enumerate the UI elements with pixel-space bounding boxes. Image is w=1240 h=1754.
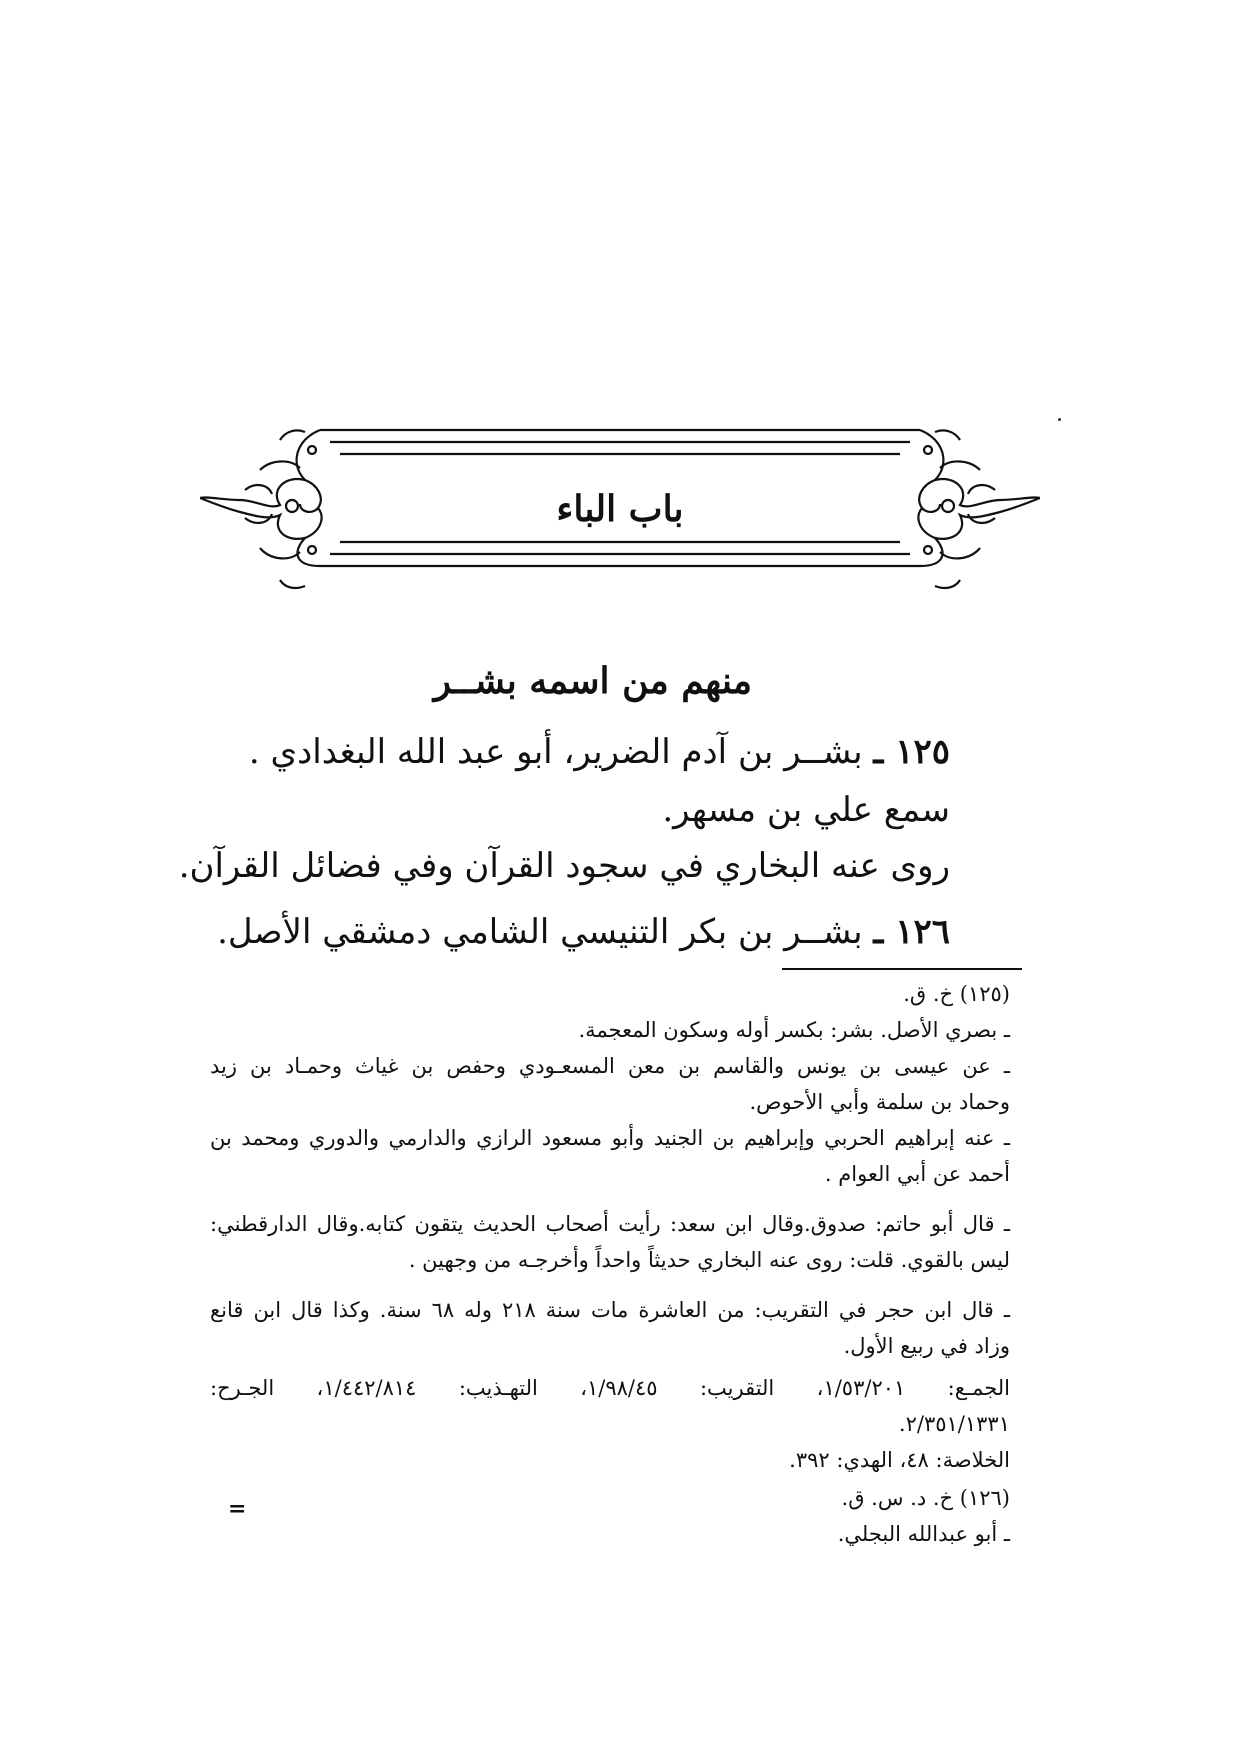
footnote-125-references: الجمـع: ١/٥٣/٢٠١، التقريب: ١/٩٨/٤٥، التهـذيب: ١/٤٤٢/٨١٤، الجـرح: — [210, 1376, 1011, 1400]
footnote-125-line: ـ قال أبو حاتم: صدوق.وقال ابن سعد: رأيت أصحاب الحديث يتقون كتابه.وقال الدارقطني: — [210, 1212, 1010, 1236]
footnote-125-line: وحماد بن سلمة وأبي الأحوص. — [749, 1090, 1010, 1114]
footnote-125-references: ٢/٣٥١/١٣٣١. — [898, 1412, 1010, 1436]
right-arabesque-ornament — [918, 430, 1040, 588]
entry-125-number: ١٢٥ ـ — [873, 732, 950, 772]
entry-126-number: ١٢٦ ـ — [873, 912, 950, 952]
entry-125-narrated-by: روى عنه البخاري في سجود القرآن وفي فضائل القرآن. — [178, 846, 950, 886]
footnote-125-line: أحمد عن أبي العوام . — [824, 1162, 1010, 1186]
footnote-125-line: ـ عنه إبراهيم الحربي وإبراهيم بن الجنيد وأبو مسعود الرازي والدارمي والدوري ومحمد بن — [210, 1126, 1010, 1150]
footnote-separator — [782, 968, 1022, 970]
footnote-125-line: وزاد في ربيع الأول. — [843, 1334, 1010, 1358]
footnote-125-line: ـ بصري الأصل. بشر: بكسر أوله وسكون المعجمة. — [578, 1018, 1010, 1042]
margin-mark: = — [228, 1496, 247, 1522]
chapter-title: باب الباء — [556, 488, 684, 530]
footnote-126-line: ـ أبو عبدالله البجلي. — [837, 1522, 1010, 1546]
entry-126 — [217, 912, 950, 952]
footnote-125-line: ـ قال ابن حجر في التقريب: من العاشرة مات سنة ٢١٨ وله ٦٨ سنة. وكذا قال ابن قانع — [210, 1298, 1010, 1322]
footnote-125-line: ـ عن عيسى بن يونس والقاسم بن معن المسعـودي وحفص بن غياث وحمـاد بن زيد — [210, 1054, 1010, 1078]
entry-125 — [249, 732, 950, 772]
footnote-125-line: ليس بالقوي. قلت: روى عنه البخاري حديثاً واحداً وأخرجـه من وجهين . — [408, 1248, 1010, 1272]
entry-125-heard-from: سمع علي بن مسهر. — [662, 790, 950, 830]
footnote-125-heading: (١٢٥) خ. ق. — [903, 982, 1010, 1006]
entry-126-text: بشــر بن بكر التنيسي الشامي دمشقي الأصل. — [217, 912, 863, 952]
left-arabesque-ornament — [200, 430, 322, 588]
section-heading: منهم من اسمه بشــر — [433, 660, 752, 702]
entry-125-text: بشــر بن آدم الضرير، أبو عبد الله البغدادي . — [248, 732, 863, 772]
footnote-125-references: الخلاصة: ٤٨، الهدي: ٣٩٢. — [789, 1448, 1010, 1472]
stray-dot — [1058, 418, 1061, 421]
footnote-126-heading: (١٢٦) خ. د. س. ق. — [841, 1486, 1010, 1510]
